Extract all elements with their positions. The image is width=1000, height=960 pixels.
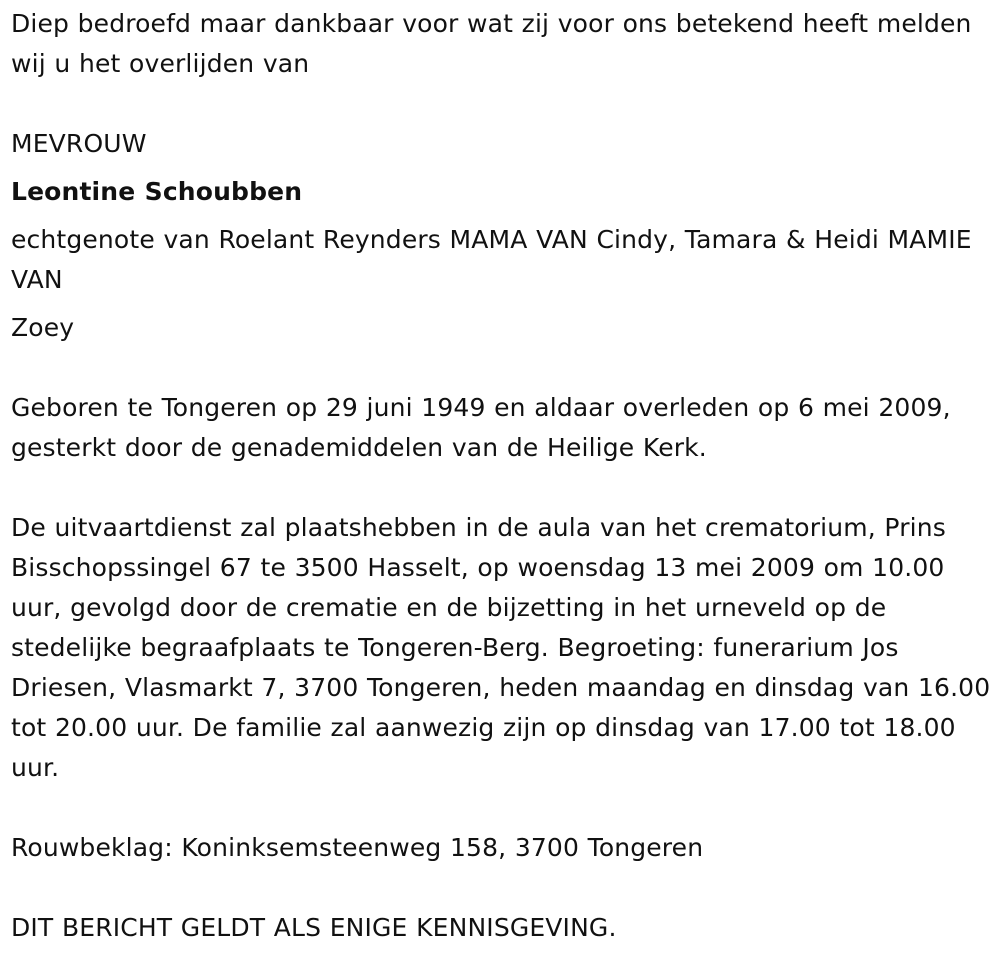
intro-text: Diep bedroefd maar dankbaar voor wat zij voor ons betekend heeft melden wij u het overlijden van [11,9,972,78]
death-notice [11,4,991,948]
closing-statement: DIT BERICHT GELDT ALS ENIGE KENNISGEVING. [11,913,617,942]
deceased-name: Leontine Schoubben [11,177,303,206]
birth-death-text: Geboren te Tongeren op 29 juni 1949 en aldaar overleden op 6 mei 2009, gesterkt door de genademiddelen van de Heilige Kerk. [11,393,951,462]
condolence-address: Rouwbeklag: Koninksemsteenweg 158, 3700 Tongeren [11,833,704,862]
relations-text: echtgenote van Roelant Reynders MAMA VAN Cindy, Tamara & Heidi MAMIE VAN [11,225,972,294]
grandchild-name: Zoey [11,313,75,342]
funeral-service-text: De uitvaartdienst zal plaatshebben in de aula van het crematorium, Prins Bisschopssingel 67 te 3500 Hasselt, op woensdag 13 mei 2009 om 10.00 uur, gevolgd door de crematie en de bijzetting in het urneveld op de stedelijke begraafplaats te Tongeren-Berg. Begroeting: funerarium Jos Driesen, Vlasmarkt 7, 3700 Tongeren, heden maandag en dinsdag van 16.00 tot 20.00 uur. De familie zal aanwezig zijn op dinsdag van 17.00 tot 18.00 uur. [11,513,991,782]
honorific: MEVROUW [11,129,147,158]
